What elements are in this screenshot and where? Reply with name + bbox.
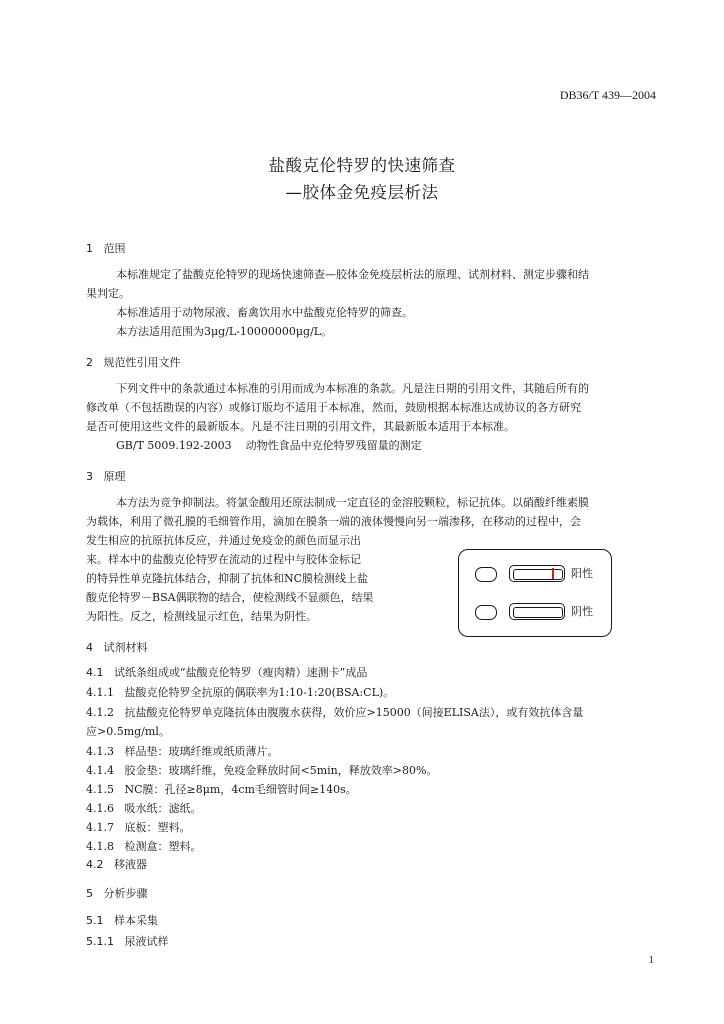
s4-1-1: 4.1.1 盐酸克伦特罗全抗原的偶联率为1:10-1:20(BSA:CL)。 [86, 686, 395, 699]
s1-para1-line1: 本标准规定了盐酸克伦特罗的现场快速筛查—胶体金免疫层析法的原理、试剂材料、测定步骤和结 [116, 268, 589, 281]
test-strip-positive [513, 569, 563, 580]
s3-line2: 为载体，利用了微孔膜的毛细管作用，滴加在膜条一端的液体慢慢向另一端渗移，在移动的过程中，会 [86, 515, 581, 528]
s4-1-8: 4.1.8 检测盒：塑料。 [86, 840, 202, 853]
standard-code: DB36/T 439—2004 [559, 88, 656, 102]
test-strip-negative [513, 607, 563, 618]
s5-1-1-heading: 5.1.1 尿液试样 [86, 935, 169, 948]
s1-para1-line2: 果判定。 [86, 287, 130, 300]
section-4-heading: 4 试剂材料 [86, 641, 148, 654]
doc-title-line1: 盐酸克伦特罗的快速筛查 [268, 156, 456, 175]
section-1-heading: 1 范围 [86, 242, 126, 255]
test-line-red [552, 568, 554, 579]
s1-para3: 本方法适用范围为3μg/L-10000000μg/L。 [116, 325, 333, 338]
result-window-positive [509, 565, 565, 582]
s4-1-4: 4.1.4 胶金垫：玻璃纤维，免疫金释放时间<5min，释放效率>80%。 [86, 764, 438, 777]
page-number: 1 [648, 954, 654, 966]
s5-1-heading: 5.1 样本采集 [86, 914, 158, 927]
doc-title-line2: —胶体金免疫层析法 [285, 183, 439, 202]
s4-1-3: 4.1.3 样品垫：玻璃纤维或纸质薄片。 [86, 745, 279, 758]
section-3-heading: 3 原理 [86, 470, 126, 483]
s4-1-2-line1: 4.1.2 抗盐酸克伦特罗单克隆抗体由腹腹水获得，效价应>15000（间接ELISA法），或有效抗体含量 [86, 706, 584, 719]
sample-well-positive [475, 567, 497, 582]
s3-line1: 本方法为竞争抑制法。将氯金酸用还原法制成一定直径的金溶胶颗粒，标记抗体。以硝酸纤维素膜 [116, 496, 589, 509]
label-positive: 阳性 [571, 567, 593, 580]
s4-1-5: 4.1.5 NC膜：孔径≥8μm，4cm毛细管时间≥140s。 [86, 783, 357, 796]
result-window-negative [509, 603, 565, 620]
s3-line3: 发生相应的抗原抗体反应，并通过免疫金的颜色而显示出 [86, 534, 361, 547]
s4-1-heading: 4.1 试纸条组成或“盐酸克伦特罗（瘦肉精）速测卡”成品 [86, 666, 368, 679]
s2-para1-line2: 修改单（不包括勘误的内容）或修订版均不适用于本标准，然而，鼓励根据本标准达成协议的各方研究 [86, 401, 581, 414]
s3-line5: 的特异性单克隆抗体结合，抑制了抗体和NC膜检测线上盐 [86, 572, 369, 585]
s4-1-6: 4.1.6 吸水纸：滤纸。 [86, 802, 202, 815]
s3-line4: 来。样本中的盐酸克伦特罗在流动的过程中与胶体金标记 [86, 553, 361, 566]
s2-reference: GB/T 5009.192-2003 动物性食品中克伦特罗残留量的测定 [116, 439, 422, 452]
s4-1-7: 4.1.7 底板：塑料。 [86, 821, 191, 834]
s2-para1-line1: 下列文件中的条款通过本标准的引用而成为本标准的条款。凡是注日期的引用文件，其随后所有的 [116, 382, 589, 395]
sample-well-negative [475, 605, 497, 620]
s2-para1-line3: 是否可使用这些文件的最新版本。凡是不注日期的引用文件，其最新版本适用于本标准。 [86, 420, 515, 433]
test-card-diagram [458, 549, 612, 637]
s4-1-2-line2: 应>0.5mg/ml。 [86, 725, 170, 738]
s1-para2: 本标准适用于动物尿液、畜禽饮用水中盐酸克伦特罗的筛查。 [116, 306, 413, 319]
s3-line6: 酸克伦特罗－BSA偶联物的结合，使检测线不显颜色，结果 [86, 591, 374, 604]
section-2-heading: 2 规范性引用文件 [86, 356, 181, 369]
s4-2-heading: 4.2 移液器 [86, 858, 147, 871]
label-negative: 阴性 [571, 605, 593, 618]
s3-line7: 为阳性。反之，检测线显示红色，结果为阴性。 [86, 610, 317, 623]
section-5-heading: 5 分析步骤 [86, 887, 148, 900]
